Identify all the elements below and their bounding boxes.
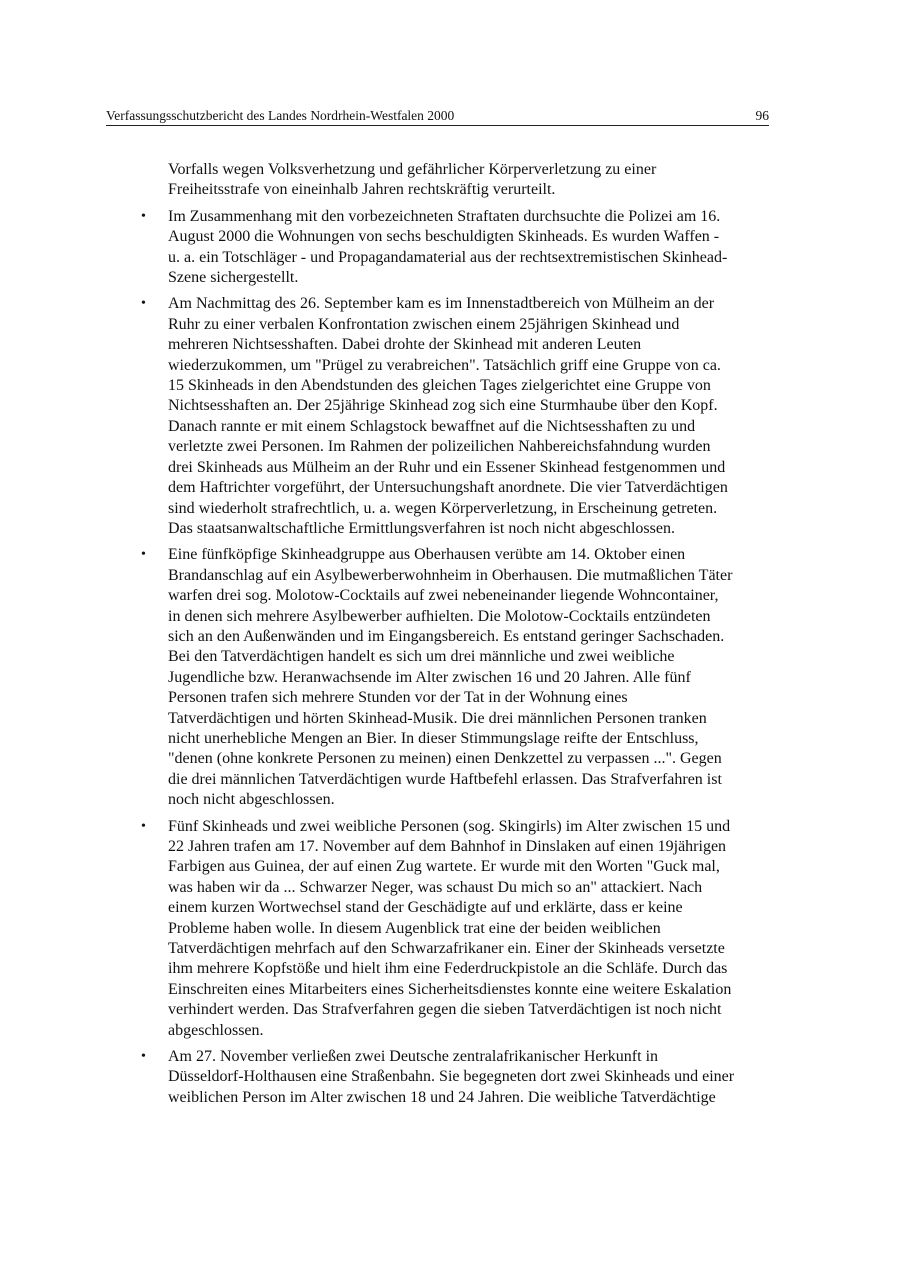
bullet-icon: • (141, 1049, 146, 1065)
page-number: 96 (755, 108, 769, 123)
bullet-icon: • (141, 547, 146, 563)
list-item-text: Am Nachmittag des 26. September kam es im Innenstadtbereich von Mülheim an der Ruhr zu einer verbalen Konfrontation zwischen einem 25jährigen Skinhead und mehreren Nichtsesshaften. Dabei drohte der Skinhead mit anderen Leuten wiederzukommen, um "Prügel zu verabreichen". Tatsächlich griff eine Gruppe von ca. 15 Skinheads in den Abendstunden des gleichen Tages zielgerichtet eine Gruppe von Nichtsesshaften an. Der 25jährige Skinhead zog sich eine Sturmhaube über den Kopf. Danach rannte er mit einem Schlagstock bewaffnet auf die Nichtsesshaften zu und verletzte zwei Personen. Im Rahmen der polizeilichen Nahbereichsfahndung wurden drei Skinheads aus Mülheim an der Ruhr und ein Essener Skinhead festgenommen und dem Haftrichter vorgeführt, der Untersuchungshaft anordnete. Die vier Tatverdächtigen sind wiederholt strafrechtlich, u. a. wegen Körperverletzung, in Erscheinung getreten. Das staatsanwaltschaftliche Ermittlungsverfahren ist noch nicht abgeschlossen. (168, 295, 728, 537)
bullet-icon: • (141, 818, 146, 834)
list-item (141, 545, 795, 810)
list-item (141, 1047, 795, 1108)
list-item (141, 294, 795, 539)
list-item-text: Fünf Skinheads und zwei weibliche Personen (sog. Skingirls) im Alter zwischen 15 und 22 Jahren trafen am 17. November auf dem Bahnhof in Dinslaken auf einen 19jährigen Farbigen aus Guinea, der auf einen Zug wartete. Er wurde mit den Worten "Guck mal, was haben wir da ... Schwarzer Neger, was schaust Du mich so an" attackiert. Nach einem kurzen Wortwechsel stand der Geschädigte auf und erklärte, dass er keine Probleme haben wolle. In diesem Augenblick trat eine der beiden weiblichen Tatverdächtigen mehrfach auf den Schwarzafrikaner ein. Einer der Skinheads versetzte ihm mehrere Kopfstöße und hielt ihm eine Federdruckpistole an die Schläfe. Durch das Einschreiten eines Mitarbeiters eines Sicherheitsdienstes konnte eine weitere Eskalation verhindert werden. Das Strafverfahren gegen die sieben Tatverdächtigen ist noch nicht abgeschlossen. (168, 817, 732, 1039)
list-item (141, 817, 795, 1041)
report-title: Verfassungsschutzbericht des Landes Nordrhein-Westfalen 2000 (106, 108, 455, 123)
list-item-text: Eine fünfköpfige Skinheadgruppe aus Oberhausen verübte am 14. Oktober einen Brandanschlag auf ein Asylbewerberwohnheim in Oberhausen. Die mutmaßlichen Täter warfen drei sog. Molotow-Cocktails auf zwei nebeneinander liegende Wohncontainer, in denen sich mehrere Asylbewerber aufhielten. Die Molotow-Cocktails entzündeten sich an den Außenwänden und im Eingangsbereich. Es entstand geringer Sachschaden. Bei den Tatverdächtigen handelt es sich um drei männliche und zwei weibliche Jugendliche bzw. Heranwachsende im Alter zwischen 16 und 20 Jahren. Alle fünf Personen trafen sich mehrere Stunden vor der Tat in der Wohnung eines Tatverdächtigen und hörten Skinhead-Musik. Die drei männlichen Personen tranken nicht unerhebliche Mengen an Bier. In dieser Stimmungslage reifte der Entschluss, "denen (ohne konkrete Personen zu meinen) einen Denkzettel zu verpassen ...". Gegen die drei männlichen Tatverdächtigen wurde Haftbefehl erlassen. Das Strafverfahren ist noch nicht abgeschlossen. (168, 546, 733, 809)
list-item (141, 207, 795, 289)
bullet-icon: • (141, 296, 146, 312)
continuation-paragraph: Vorfalls wegen Volksverhetzung und gefährlicher Körperverletzung zu einer Freiheitsstrafe von eineinhalb Jahren rechtskräftig verurteilt. (168, 161, 657, 199)
list-item-text: Am 27. November verließen zwei Deutsche zentralafrikanischer Herkunft in Düsseldorf-Holthausen eine Straßenbahn. Sie begegneten dort zwei Skinheads und einer weiblichen Person im Alter zwischen 18 und 24 Jahren. Die weibliche Tatverdächtige (168, 1048, 735, 1106)
bullet-icon: • (141, 208, 146, 224)
document-body (141, 160, 795, 1114)
list-item-text: Im Zusammenhang mit den vorbezeichneten Straftaten durchsuchte die Polizei am 16. August 2000 die Wohnungen von sechs beschuldigten Skinheads. Es wurden Waffen - u. a. ein Totschläger - und Propagandamaterial aus der rechtsextremistischen Skinhead- Szene sichergestellt. (168, 207, 728, 287)
page-header (106, 107, 769, 126)
